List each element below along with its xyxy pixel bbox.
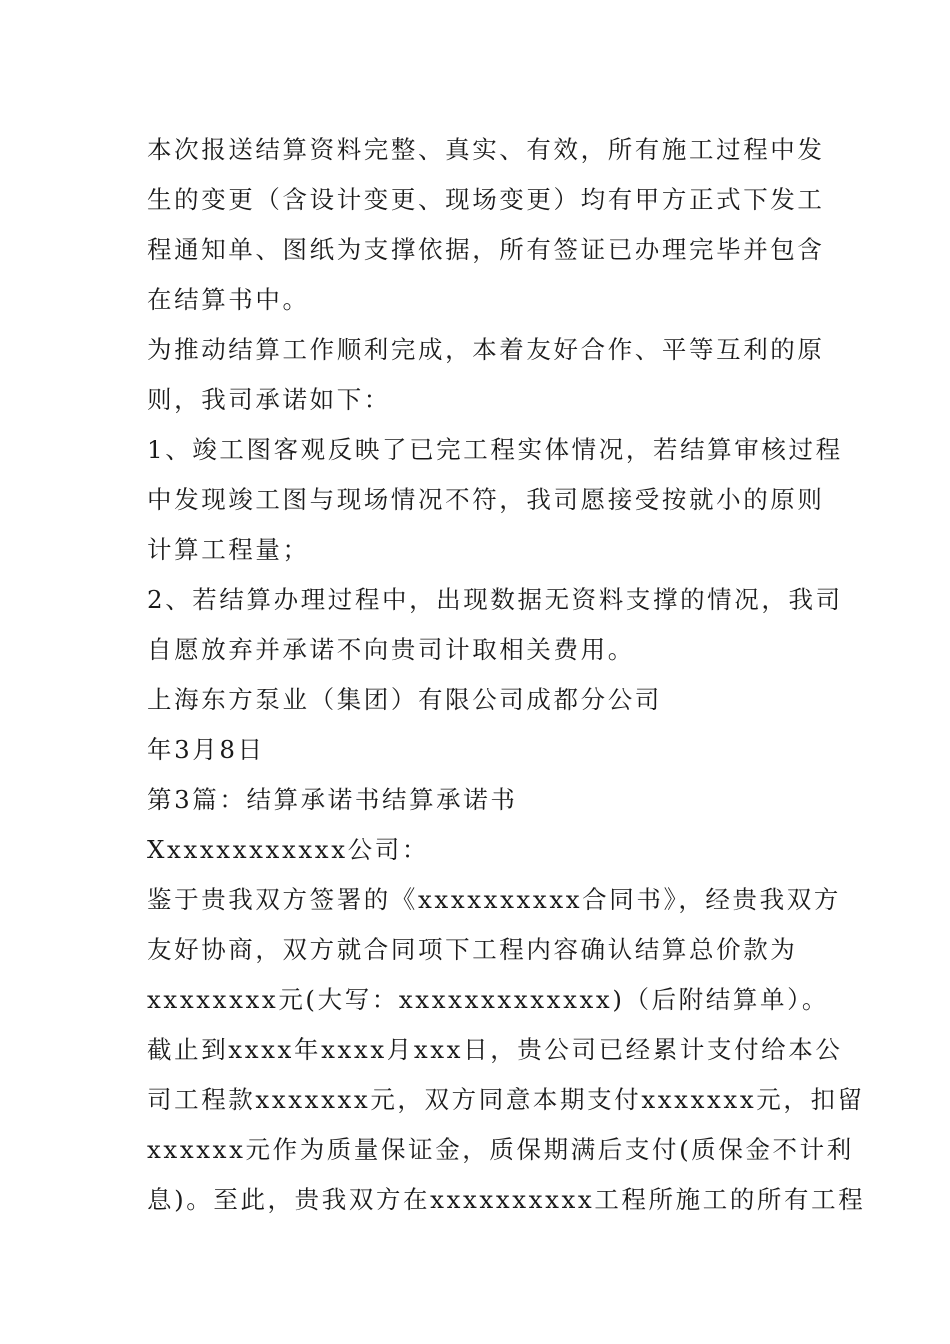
text-line: 为推动结算工作顺利完成，本着友好合作、平等互利的原 bbox=[147, 335, 825, 364]
company-signature: 上海东方泵业（集团）有限公司成都分公司 bbox=[147, 685, 662, 714]
text-line: 本次报送结算资料完整、真实、有效，所有施工过程中发 bbox=[147, 135, 825, 164]
text-line: 中发现竣工图与现场情况不符，我司愿接受按就小的原则 bbox=[147, 485, 825, 514]
text-line: 鉴于贵我双方签署的《xxxxxxxxxx合同书》，经贵我双方 bbox=[147, 885, 841, 914]
text-line: 则，我司承诺如下： bbox=[147, 385, 391, 414]
text-line: 1、竣工图客观反映了已完工程实体情况，若结算审核过程 bbox=[147, 435, 843, 464]
signature-date: 年3月8日 bbox=[147, 735, 265, 764]
text-line: 生的变更（含设计变更、现场变更）均有甲方正式下发工 bbox=[147, 185, 825, 214]
text-line: 在结算书中。 bbox=[147, 285, 310, 314]
text-line: 计算工程量； bbox=[147, 535, 310, 564]
text-line: xxxxxx元作为质量保证金，质保期满后支付(质保金不计利 bbox=[147, 1135, 854, 1164]
text-line: 息)。至此，贵我双方在xxxxxxxxxx工程所施工的所有工程 bbox=[147, 1185, 866, 1214]
text-line: 司工程款xxxxxxx元，双方同意本期支付xxxxxxx元，扣留 bbox=[147, 1085, 865, 1114]
document-page bbox=[147, 125, 866, 1225]
text-line: 2、若结算办理过程中，出现数据无资料支撑的情况，我司 bbox=[147, 585, 843, 614]
addressee: Xxxxxxxxxxxx公司： bbox=[147, 835, 429, 864]
section-heading: 第3篇：结算承诺书结算承诺书 bbox=[147, 785, 518, 814]
text-line: 自愿放弃并承诺不向贵司计取相关费用。 bbox=[147, 635, 635, 664]
text-line: 截止到xxxx年xxxx月xxx日，贵公司已经累计支付给本公 bbox=[147, 1035, 843, 1064]
text-line: 友好协商，双方就合同项下工程内容确认结算总价款为 bbox=[147, 935, 798, 964]
text-line: xxxxxxxx元(大写：xxxxxxxxxxxxx)（后附结算单）。 bbox=[147, 985, 830, 1014]
text-line: 程通知单、图纸为支撑依据，所有签证已办理完毕并包含 bbox=[147, 235, 825, 264]
